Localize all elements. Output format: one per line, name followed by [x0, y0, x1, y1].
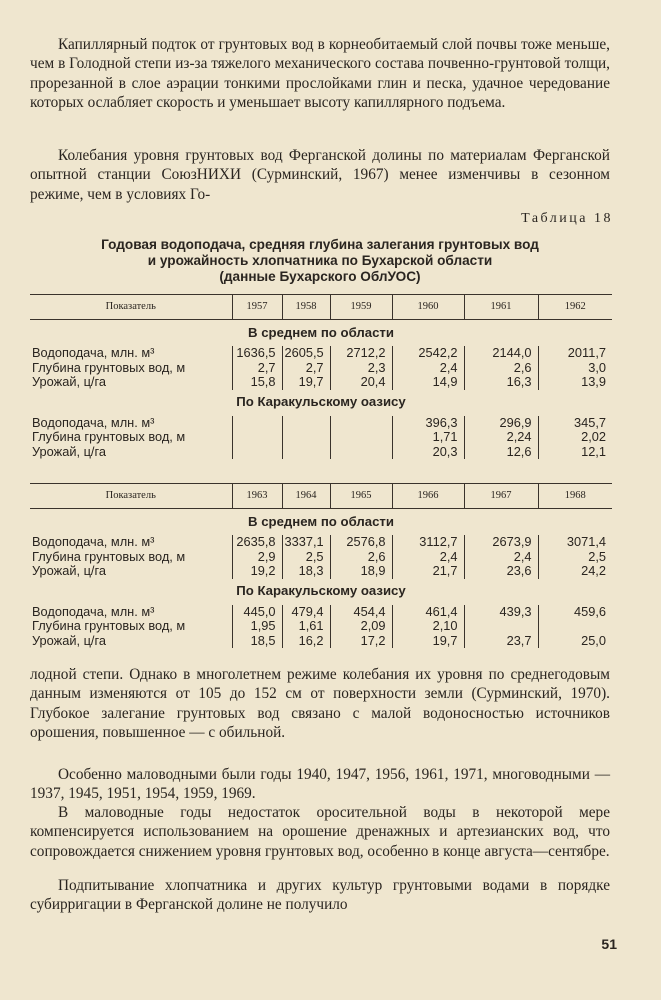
- table-row: Глубина грунтовых вод, м 2,7 2,7 2,3 2,4 2,6 3,0: [30, 361, 612, 376]
- table-row: Глубина грунтовых вод, м 1,71 2,24 2,02: [30, 430, 612, 445]
- paragraph-bottom-2: Особенно маловодными были годы 1940, 1947, 1956, 1961, 1971, многоводными —1937, 1945, 1951, 1954, 1959, 1969.: [30, 766, 610, 803]
- table-row: Глубина грунтовых вод, м 1,95 1,61 2,09 2,10: [30, 619, 612, 634]
- paragraph-bottom-1: лодной степи. Однако в многолетнем режиме колебания их уровня по среднегодовым данным изменяются от 105 до 152 см от поверхности земли (Сурминский, 1970). Глубокое залегание грунтовых вод связано с малой водоносностью источников орошения, повышенное — с обильной.: [30, 666, 610, 741]
- paragraph-top-1: Капиллярный подток от грунтовых вод в корнеобитаемый слой почвы тоже меньше, чем в Голодной степи из-за тяжелого механического состава почвенно-грунтовой толщи, прорезанной в слое аэрации тонкими прослойками глин и песка, удачное чередование которых ослабляет скорость и уменьшает высоту капиллярного подъема.: [30, 36, 610, 111]
- paragraph-top-2: Колебания уровня грунтовых вод Ферганской долины по материалам Ферганской опытной станции СоюзНИХИ (Сурминский, 1967) менее изменчивы в сезонном режиме, чем в условиях Го-: [30, 147, 610, 203]
- table-row: Урожай, ц/га 20,3 12,6 12,1: [30, 445, 612, 460]
- table-row: Урожай, ц/га 15,8 19,7 20,4 14,9 16,3 13,9: [30, 375, 612, 390]
- table-row: Водоподача, млн. м³ 445,0 479,4 454,4 461,4 439,3 459,6: [30, 605, 612, 620]
- section-title: В среднем по области: [248, 513, 394, 529]
- table-row: Урожай, ц/га 19,2 18,3 18,9 21,7 23,6 24,2: [30, 564, 612, 579]
- page-number: 51: [601, 936, 617, 952]
- table-header-row: Показатель 1957 1958 1959 1960 1961 1962: [30, 295, 612, 320]
- paragraph-bottom-3: В маловодные годы недостаток оросительной воды в некоторой мере компенсируется использованием на орошение дренажных и артезианских вод, что сопровождается снижением уровня грунтовых вод, особенно в конце августа—сентябре.: [30, 804, 610, 860]
- section-title: По Каракульскому оазису: [236, 394, 406, 410]
- table-row: Глубина грунтовых вод, м 2,9 2,5 2,6 2,4 2,4 2,5: [30, 550, 612, 565]
- table-row: Водоподача, млн. м³ 396,3 296,9 345,7: [30, 416, 612, 431]
- header-label: Показатель: [30, 295, 232, 320]
- header-label: Показатель: [30, 484, 232, 509]
- paragraph-bottom-4: Подпитывание хлопчатника и других культур грунтовыми водами в порядке субирригации в Ферганской долине не получило: [30, 877, 610, 914]
- table-caption: Годовая водоподача, средняя глубина залегания грунтовых вод и урожайность хлопчатника по Бухарской области (данные Бухарского ОблУОС): [101, 237, 539, 284]
- table-row: Водоподача, млн. м³ 2635,8 3337,1 2576,8 3112,7 2673,9 3071,4: [30, 535, 612, 550]
- table-number: Таблица 18: [521, 211, 613, 226]
- table-row: Водоподача, млн. м³ 1636,5 2605,5 2712,2 2542,2 2144,0 2011,7: [30, 346, 612, 361]
- section-title: По Каракульскому оазису: [236, 583, 406, 599]
- data-table-1: [30, 294, 612, 459]
- section-title: В среднем по области: [248, 324, 394, 340]
- data-table-2: [30, 483, 612, 648]
- table-header-row: Показатель 1963 1964 1965 1966 1967 1968: [30, 484, 612, 509]
- table-row: Урожай, ц/га 18,5 16,2 17,2 19,7 23,7 25,0: [30, 634, 612, 649]
